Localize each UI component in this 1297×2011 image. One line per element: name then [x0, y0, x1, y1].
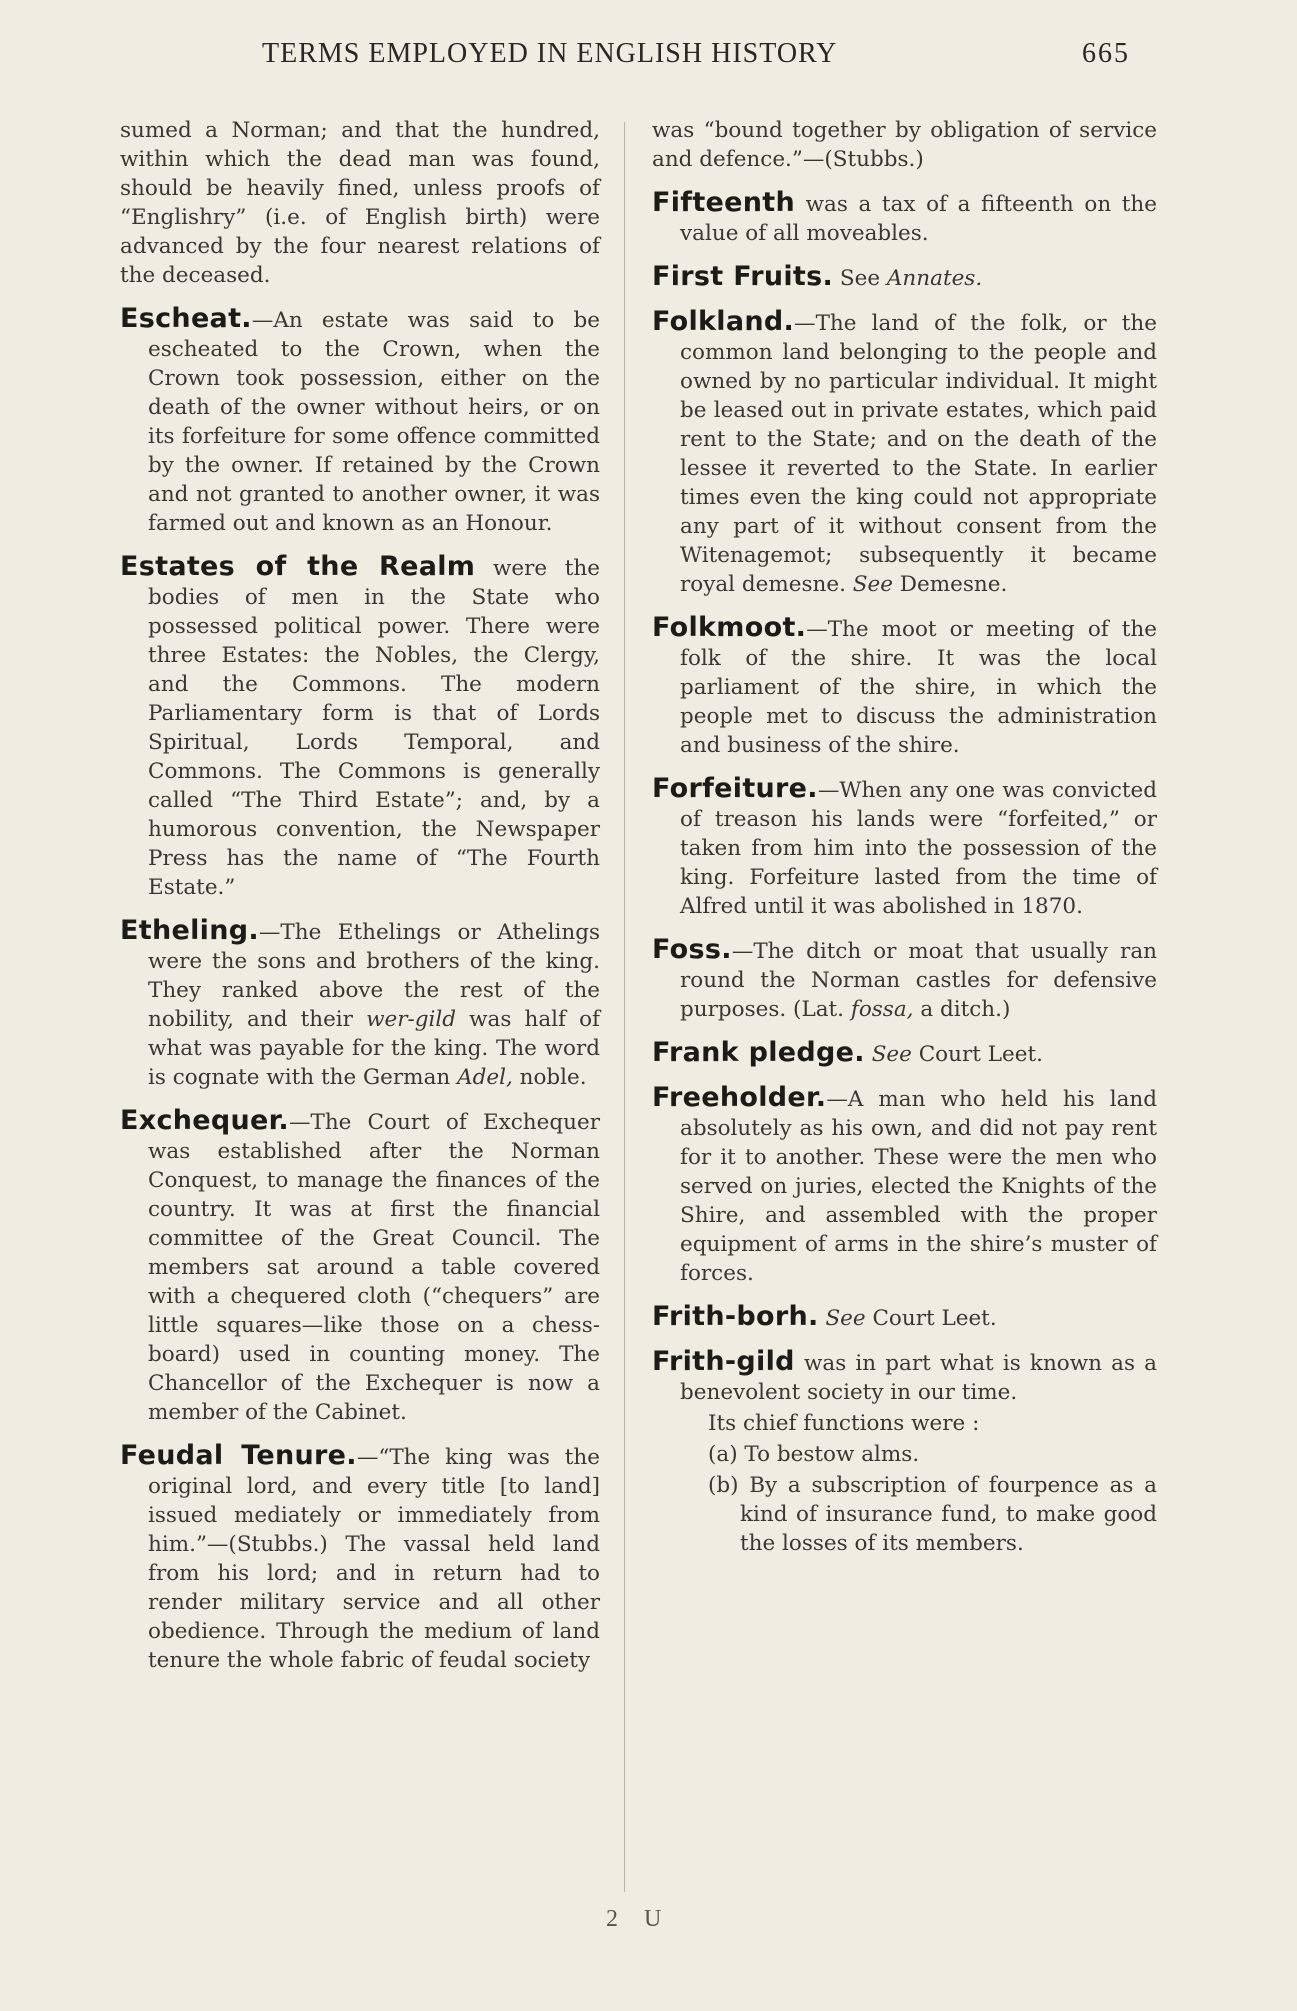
list-item: (b) By a subscription of fourpence as a kind of insurance fund, to make good the losses of its members. [708, 1473, 1157, 1556]
entry-folkmoot [652, 613, 1157, 760]
entry-body: —“The king was the original lord, and every title [to land] issued mediately or immediately from him.”—(Stubbs.) The vassal held land from his lord; and in return had to render military service and all other obedience. Through the medium of land tenure the whole fabric of feudal society [148, 1445, 600, 1673]
entry-frank-pledge [652, 1038, 1157, 1069]
entry-feudal-tenure [120, 1441, 600, 1675]
list-intro: Its chief functions were : [708, 1411, 980, 1436]
column-divider [624, 122, 625, 1892]
entry-first-fruits [652, 262, 1157, 293]
entry-body: —When any one was convicted of treason his lands were “forfeited,” or taken from him into the possession of the king. Forfeiture lasted from the time of Alfred until it was abolished in 1870. [680, 778, 1157, 919]
entry-frith-gild [652, 1347, 1157, 1407]
entry-italic: wer-gild [366, 1007, 457, 1032]
entry-exchequer [120, 1106, 600, 1427]
page-number: 665 [1082, 38, 1130, 69]
entry-term: Folkmoot. [652, 612, 807, 643]
entry-body: —A man who held his land absolutely as his own, and did not pay rent for it to another. These were the men who served on juries, elected the Knights of the Shire, and assembled with the proper equipment of arms in the shire’s muster of forces. [680, 1087, 1157, 1286]
entry-italic: Annates. [886, 266, 983, 291]
entry-term: Fifteenth [652, 187, 796, 218]
entry-italic: Adel, [457, 1065, 513, 1090]
entry-term: Frith-gild [652, 1346, 795, 1377]
entry-etheling [120, 916, 600, 1092]
entry-term: Freeholder. [652, 1082, 827, 1113]
entry-term: Estates of the Realm [120, 551, 476, 582]
entry-body: —The ditch or moat that usually ran round the Norman castles for defensive purposes. (Lat. [680, 939, 1157, 1022]
entry-italic: fossa, [850, 997, 914, 1022]
entry-term: Foss. [652, 934, 732, 965]
continuation-text: sumed a Norman; and that the hundred, within which the dead man was found, should be heavily fined, unless proofs of “Englishry” (i.e. of English birth) were advanced by the four nearest relations of the deceased. [120, 118, 600, 288]
entry-italic: See [871, 1042, 912, 1067]
entry-italic: See [852, 572, 893, 597]
entry-term: Escheat. [120, 303, 252, 334]
entry-body: Demesne. [892, 572, 1008, 597]
entry-fifteenth [652, 188, 1157, 248]
entry-term: Folkland. [652, 306, 795, 337]
entry-forfeiture [652, 774, 1157, 921]
entry-term: Forfeiture. [652, 773, 818, 804]
entry-body: —The Court of Exchequer was established after the Norman Conquest, to manage the finances of the country. It was at first the financial committee of the Great Council. The members sat around a table covered with a chequered cloth (“chequers” are little squares—like those on a chess-board) used in counting money. The Chancellor of the Exchequer is now a member of the Cabinet. [148, 1110, 600, 1425]
entry-body: was half of what was payable for the king. The word is cognate with the German [148, 1007, 600, 1090]
entry-freeholder [652, 1083, 1157, 1288]
entry-body: a ditch.) [913, 997, 1011, 1022]
entry-term: First Fruits. [652, 261, 834, 292]
entry-term: Feudal Tenure. [120, 1440, 357, 1471]
signature-mark: 2 U [606, 1906, 672, 1932]
entry-body: —The Ethelings or Athelings were the sons and brothers of the king. They ranked above the rest of the nobility, and their [148, 920, 600, 1032]
entry-term: Frith-borh. [652, 1301, 819, 1332]
entry-term: Exchequer. [120, 1105, 289, 1136]
left-column [120, 116, 600, 1689]
entry-body: —The moot or meeting of the folk of the shire. It was the local parliament of the shire, in which the people met to discuss the administration and business of the shire. [680, 617, 1157, 758]
entry-body: Court Leet. [911, 1042, 1043, 1067]
entry-body: was a tax of a fifteenth on the value of all moveables. [680, 192, 1157, 246]
entry-see: See [833, 266, 887, 291]
entry-body: —The land of the folk, or the common land belonging to the people and owned by no particular individual. It might be leased out in private estates, which paid rent to the State; and on the death of the lessee it reverted to the State. In earlier times even the king could not appropriate any part of it without consent from the Witenagemot; subsequently it became royal demesne. [680, 311, 1157, 597]
entry-body: were the bodies of men in the State who possessed political power. There were three Estates: the Nobles, the Clergy, and the Commons. The modern Parliamentary form is that of Lords Spiritual, Lords Temporal, and Commons. The Commons is generally called “The Third Estate”; and, by a humorous convention, the Newspaper Press has the name of “The Fourth Estate.” [148, 556, 601, 900]
entry-body: —An estate was said to be escheated to the Crown, when the Crown took possession, either on the death of the owner without heirs, or on its forfeiture for some offence committed by the owner. If retained by the Crown and not granted to another owner, it was farmed out and known as an Honour. [148, 308, 600, 536]
right-column [652, 116, 1157, 1560]
entry-term: Etheling. [120, 915, 259, 946]
entry-estates-of-the-realm [120, 552, 600, 902]
entry-foss [652, 935, 1157, 1024]
entry-term: Frank pledge. [652, 1037, 865, 1068]
entry-escheat [120, 304, 600, 538]
entry-frith-borh [652, 1302, 1157, 1333]
entry-body: was in part what is known as a benevolent society in our time. [680, 1351, 1157, 1405]
list-item: (a) To bestow alms. [708, 1442, 920, 1467]
continuation-text: was “bound together by obligation of service and defence.”—(Stubbs.) [652, 118, 1157, 172]
running-title: TERMS EMPLOYED IN ENGLISH HISTORY [262, 38, 838, 69]
entry-body: noble. [512, 1065, 587, 1090]
entry-italic: See [825, 1306, 866, 1331]
entry-folkland [652, 307, 1157, 599]
entry-body: Court Leet. [865, 1306, 997, 1331]
